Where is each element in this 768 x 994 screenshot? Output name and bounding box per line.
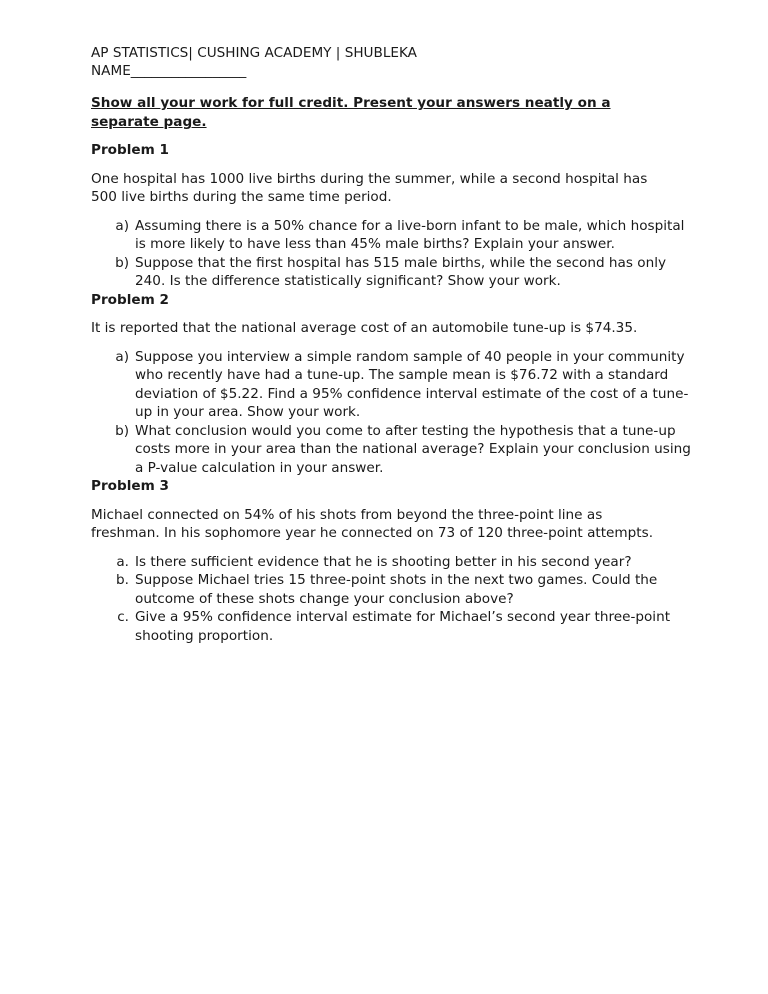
document-page: [91, 44, 691, 645]
problem-2: [91, 291, 691, 478]
problem-parts: [91, 217, 691, 291]
part-marker: a): [115, 348, 129, 365]
problem-part: [91, 608, 691, 645]
problem-3: [91, 477, 691, 645]
problem-part: [91, 254, 691, 291]
part-marker: a): [115, 217, 129, 234]
problem-part: [91, 217, 691, 254]
problem-text: One hospital has 1000 live births during the summer, while a second hospital has 500 live births during the same time period.: [91, 170, 648, 205]
part-text: Suppose you interview a simple random sample of 40 people in your community who recently have had a tune-up. The sample mean is $76.72 with a standard deviation of $5.22. Find a 95% confidence interval estimate of the cost of a tune-up in your area. Show your work.: [135, 348, 689, 420]
part-text: Assuming there is a 50% chance for a live-born infant to be male, which hospital is more likely to have less than 45% male births? Explain your answer.: [135, 217, 685, 252]
part-marker: b.: [116, 572, 129, 588]
problem-text: Michael connected on 54% of his shots from beyond the three-point line as freshman. In his sophomore year he connected on 73 of 120 three-point attempts.: [91, 506, 654, 541]
course-header: AP STATISTICS| CUSHING ACADEMY | SHUBLEKA: [91, 45, 417, 61]
problem-part: [91, 422, 691, 478]
problem-parts: [91, 553, 691, 646]
part-text: Give a 95% confidence interval estimate for Michael’s second year three-point shooting proportion.: [135, 609, 671, 644]
problem-title: Problem 3: [91, 478, 169, 494]
problem-part: [91, 571, 691, 608]
part-marker: b): [115, 254, 129, 271]
part-marker: c.: [117, 609, 129, 625]
part-text: Suppose that the first hospital has 515 male births, while the second has only 240. Is the difference statistically significant? Show your work.: [135, 254, 667, 289]
problem-parts: [91, 348, 691, 478]
problem-text: It is reported that the national average cost of an automobile tune-up is $74.35.: [91, 320, 638, 336]
problem-title: Problem 2: [91, 291, 169, 308]
instructions: Show all your work for full credit. Present your answers neatly on a separate page.: [91, 95, 611, 130]
name-line: NAME_________________: [91, 63, 247, 79]
part-text: Is there sufficient evidence that he is shooting better in his second year?: [135, 553, 632, 570]
problem-title: Problem 1: [91, 142, 169, 158]
problem-part: [91, 348, 691, 422]
part-marker: b): [115, 422, 129, 439]
problem-part: [91, 553, 691, 572]
part-marker: a.: [116, 553, 129, 570]
part-text: What conclusion would you come to after testing the hypothesis that a tune-up costs more in your area than the national average? Explain your conclusion using a P-value calculation in your answer.: [135, 422, 691, 476]
part-text: Suppose Michael tries 15 three-point shots in the next two games. Could the outcome of these shots change your conclusion above?: [135, 572, 658, 607]
problem-1: [91, 141, 691, 291]
